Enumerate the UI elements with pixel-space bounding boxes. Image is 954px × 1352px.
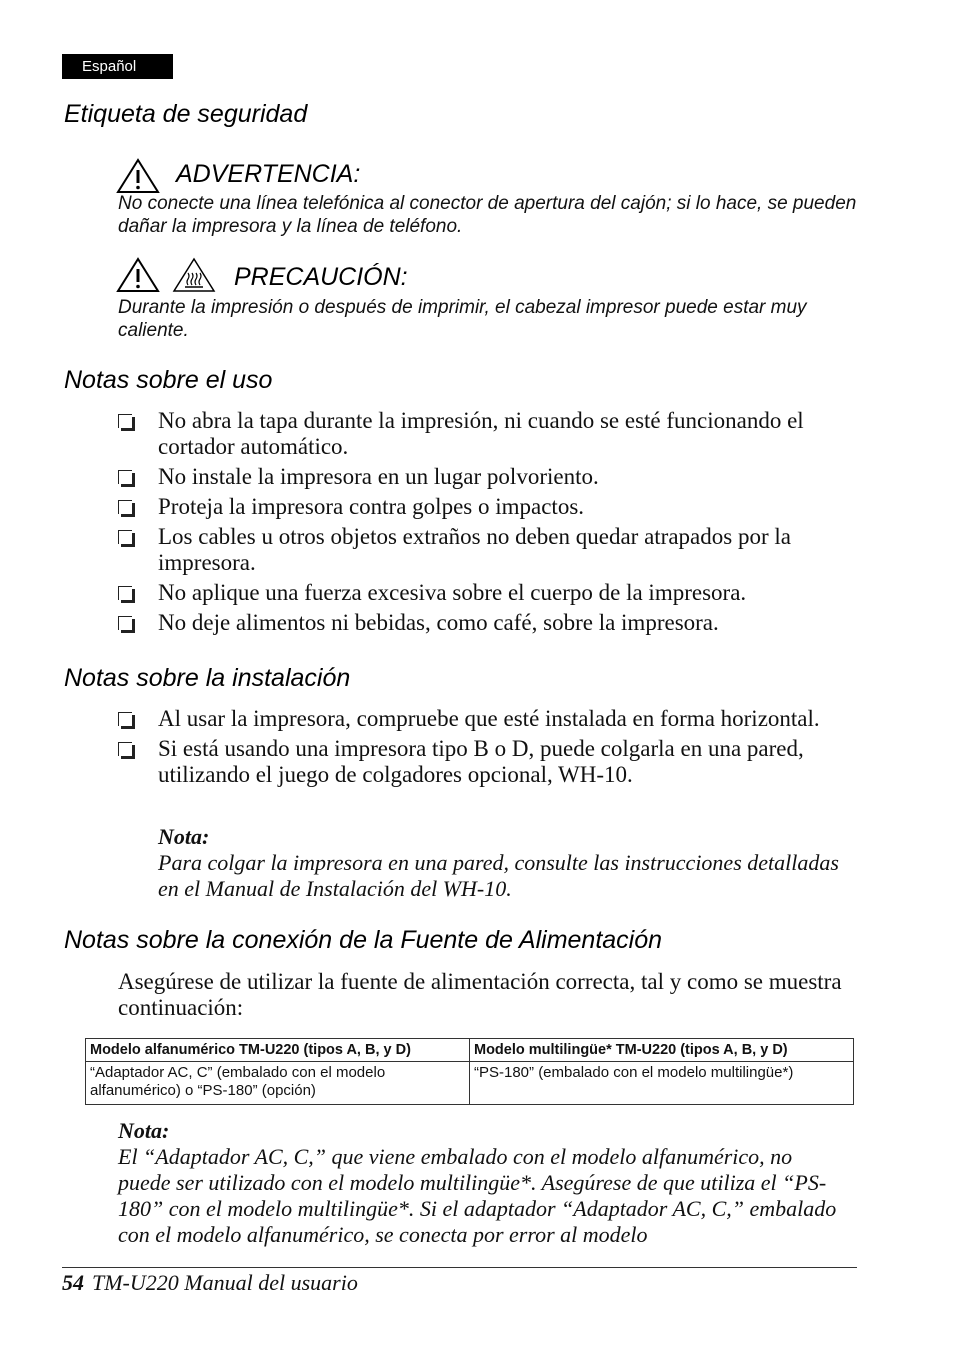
table-cell: “Adaptador AC, C” (embalado con el modelo alfanumérico) o “PS-180” (opción) [86,1062,470,1105]
page-number: 54 [62,1270,84,1295]
list-item: No aplique una fuerza excesiva sobre el cuerpo de la impresora. [118,580,858,606]
install-note-text: Para colgar la impresora en una pared, consulte las instrucciones detalladas en el Manual de Instalación del WH-10. [158,850,839,901]
warning-triangle-icon [116,257,160,293]
warning-triangle-icon [116,158,160,194]
power-intro: Asegúrese de utilizar la fuente de alimentación correcta, tal y como se muestra continuación: [118,969,842,1020]
footer-divider [62,1267,857,1268]
list-item: Los cables u otros objetos extraños no deben quedar atrapados por la impresora. [118,524,858,576]
power-supply-table [85,1038,854,1105]
table-header-cell: Modelo multilingüe* TM-U220 (tipos A, B, y D) [470,1039,854,1062]
checkbox-bullet-icon [118,414,132,428]
heading-power-notes: Notas sobre la conexión de la Fuente de Alimentación [64,926,663,954]
table-cell: “PS-180” (embalado con el modelo multilingüe*) [470,1062,854,1105]
checkbox-bullet-icon [118,712,132,726]
list-item: No deje alimentos ni bebidas, como café, sobre la impresora. [118,610,858,636]
power-note-label: Nota: [118,1118,170,1143]
list-item: Al usar la impresora, compruebe que esté instalada en forma horizontal. [118,706,858,732]
caution-text: Durante la impresión o después de imprimir, el cabezal impresor puede estar muy caliente. [118,297,807,341]
power-note-text: El “Adaptador AC, C,” que viene embalado con el modelo alfanumérico, no puede ser utilizado con el modelo multilingüe*. Asegúrese de que utiliza el “PS-180” con el modelo multilingüe*. Si el adaptador “Adaptador AC, C,” embalado con el modelo alfanumérico, se conecta por error al modelo [118,1144,837,1247]
list-item: Si está usando una impresora tipo B o D, puede colgarla en una pared, utilizando el juego de colgadores opcional, WH-10. [118,736,858,788]
heading-install-notes: Notas sobre la instalación [64,664,351,692]
checkbox-bullet-icon [118,742,132,756]
list-item: Proteja la impresora contra golpes o impactos. [118,494,858,520]
heading-use-notes: Notas sobre el uso [64,366,273,394]
checkbox-bullet-icon [118,530,132,544]
checkbox-bullet-icon [118,470,132,484]
hot-surface-icon [172,257,216,293]
install-notes-list [118,706,858,792]
warning-title: ADVERTENCIA: [176,160,361,188]
power-note [118,1118,848,1248]
checkbox-bullet-icon [118,616,132,630]
table-header-row [86,1039,854,1062]
caution-title: PRECAUCIÓN: [234,263,408,291]
install-note [158,824,848,902]
warning-text: No conecte una línea telefónica al conector de apertura del cajón; si lo hace, se pueden dañar la impresora y la línea de teléfono. [118,193,857,237]
heading-safety-label: Etiqueta de seguridad [64,100,308,128]
table-header-cell: Modelo alfanumérico TM-U220 (tipos A, B, y D) [86,1039,470,1062]
list-item: No abra la tapa durante la impresión, ni cuando se esté funcionando el cortador automático. [118,408,858,460]
page-footer [62,1270,358,1296]
manual-title: TM-U220 Manual del usuario [92,1270,358,1295]
list-item: No instale la impresora en un lugar polvoriento. [118,464,858,490]
install-note-label: Nota: [158,824,210,849]
use-notes-list [118,408,858,640]
table-row [86,1062,854,1105]
checkbox-bullet-icon [118,500,132,514]
language-tab: Español [62,54,173,79]
checkbox-bullet-icon [118,586,132,600]
